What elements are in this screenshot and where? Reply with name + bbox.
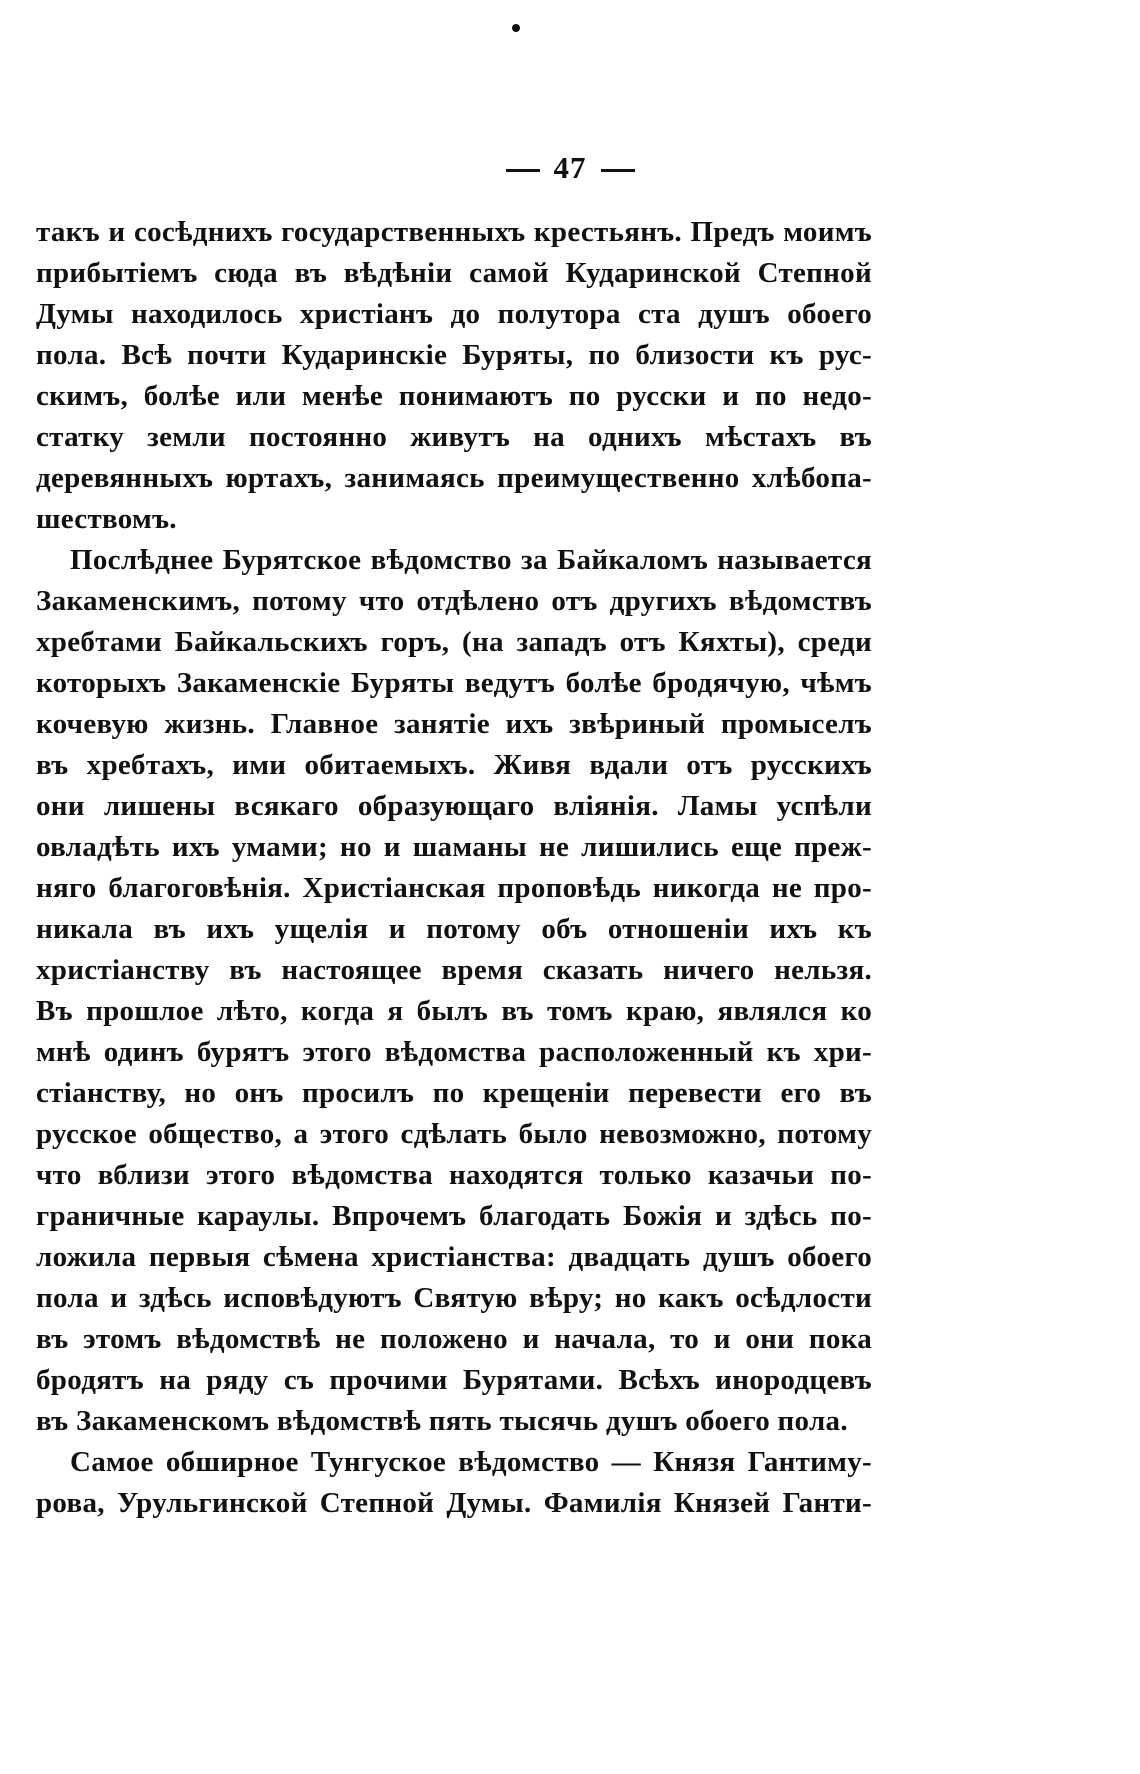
- text-line: шествомъ.: [36, 503, 177, 535]
- text-line: хребтами Байкальскихъ горъ, (на западъ отъ Кяхты), среди: [36, 626, 872, 658]
- text-line: никала въ ихъ ущелія и потому объ отношеніи ихъ къ: [36, 913, 872, 945]
- text-line: которыхъ Закаменскіе Буряты ведутъ болѣе бродячую, чѣмъ: [36, 667, 872, 699]
- text-line: няго благоговѣнія. Христіанская проповѣдь никогда не про-: [36, 872, 872, 904]
- text-line: кочевую жизнь. Главное занятіе ихъ звѣриный промыселъ: [36, 708, 872, 740]
- dash-right: [601, 169, 635, 172]
- body-text: [36, 212, 872, 1524]
- text-line: Самое обширное Тунгуское вѣдомство — Князя Гантиму-: [70, 1446, 872, 1478]
- text-line: Думы находилось христіанъ до полутора ста душъ обоего: [36, 298, 872, 330]
- text-line: мнѣ одинъ бурятъ этого вѣдомства расположенный къ хри-: [36, 1036, 872, 1068]
- text-line: пола и здѣсь исповѣдуютъ Святую вѣру; но какъ осѣдлости: [36, 1282, 872, 1314]
- text-line: они лишены всякаго образующаго вліянія. Ламы успѣли: [36, 790, 872, 822]
- text-line: прибытіемъ сюда въ вѣдѣніи самой Кударинской Степной: [36, 257, 872, 289]
- text-line: статку земли постоянно живутъ на однихъ мѣстахъ въ: [36, 421, 872, 453]
- text-line: скимъ, болѣе или менѣе понимаютъ по русски и по недо-: [36, 380, 872, 412]
- text-line: Въ прошлое лѣто, когда я былъ въ томъ краю, являлся ко: [36, 995, 872, 1027]
- text-line: въ Закаменскомъ вѣдомствѣ пять тысячь душъ обоего пола.: [36, 1405, 848, 1437]
- text-line: русское общество, а этого сдѣлать было невозможно, потому: [36, 1118, 872, 1150]
- text-line: рова, Урульгинской Степной Думы. Фамилія Князей Ганти-: [36, 1487, 872, 1519]
- text-line: Закаменскимъ, потому что отдѣлено отъ другихъ вѣдомствъ: [36, 585, 872, 617]
- text-line: христіанству въ настоящее время сказать ничего нельзя.: [36, 954, 872, 986]
- text-line: бродятъ на ряду съ прочими Бурятами. Всѣхъ инородцевъ: [36, 1364, 872, 1396]
- text-line: что вблизи этого вѣдомства находятся только казачьи по-: [36, 1159, 872, 1191]
- page-number: [0, 150, 1140, 186]
- text-line: пола. Всѣ почти Кударинскіе Буряты, по близости къ рус-: [36, 339, 872, 371]
- text-line: стіанству, но онъ просилъ по крещеніи перевести его въ: [36, 1077, 872, 1109]
- page-number-value: 47: [553, 150, 587, 185]
- text-line: граничные караулы. Впрочемъ благодать Божія и здѣсь по-: [36, 1200, 872, 1232]
- text-line: деревянныхъ юртахъ, занимаясь преимущественно хлѣбопа-: [36, 462, 872, 494]
- ink-speck: [512, 24, 520, 32]
- dash-left: [506, 169, 540, 172]
- text-line: въ хребтахъ, ими обитаемыхъ. Живя вдали отъ русскихъ: [36, 749, 872, 781]
- text-line: такъ и сосѣднихъ государственныхъ крестьянъ. Предъ моимъ: [36, 216, 872, 248]
- text-line: въ этомъ вѣдомствѣ не положено и начала, то и они пока: [36, 1323, 872, 1355]
- text-line: овладѣть ихъ умами; но и шаманы не лишились еще преж-: [36, 831, 872, 863]
- text-line: ложила первыя сѣмена христіанства: двадцать душъ обоего: [36, 1241, 872, 1273]
- text-line: Послѣднее Бурятское вѣдомство за Байкаломъ называется: [70, 544, 872, 576]
